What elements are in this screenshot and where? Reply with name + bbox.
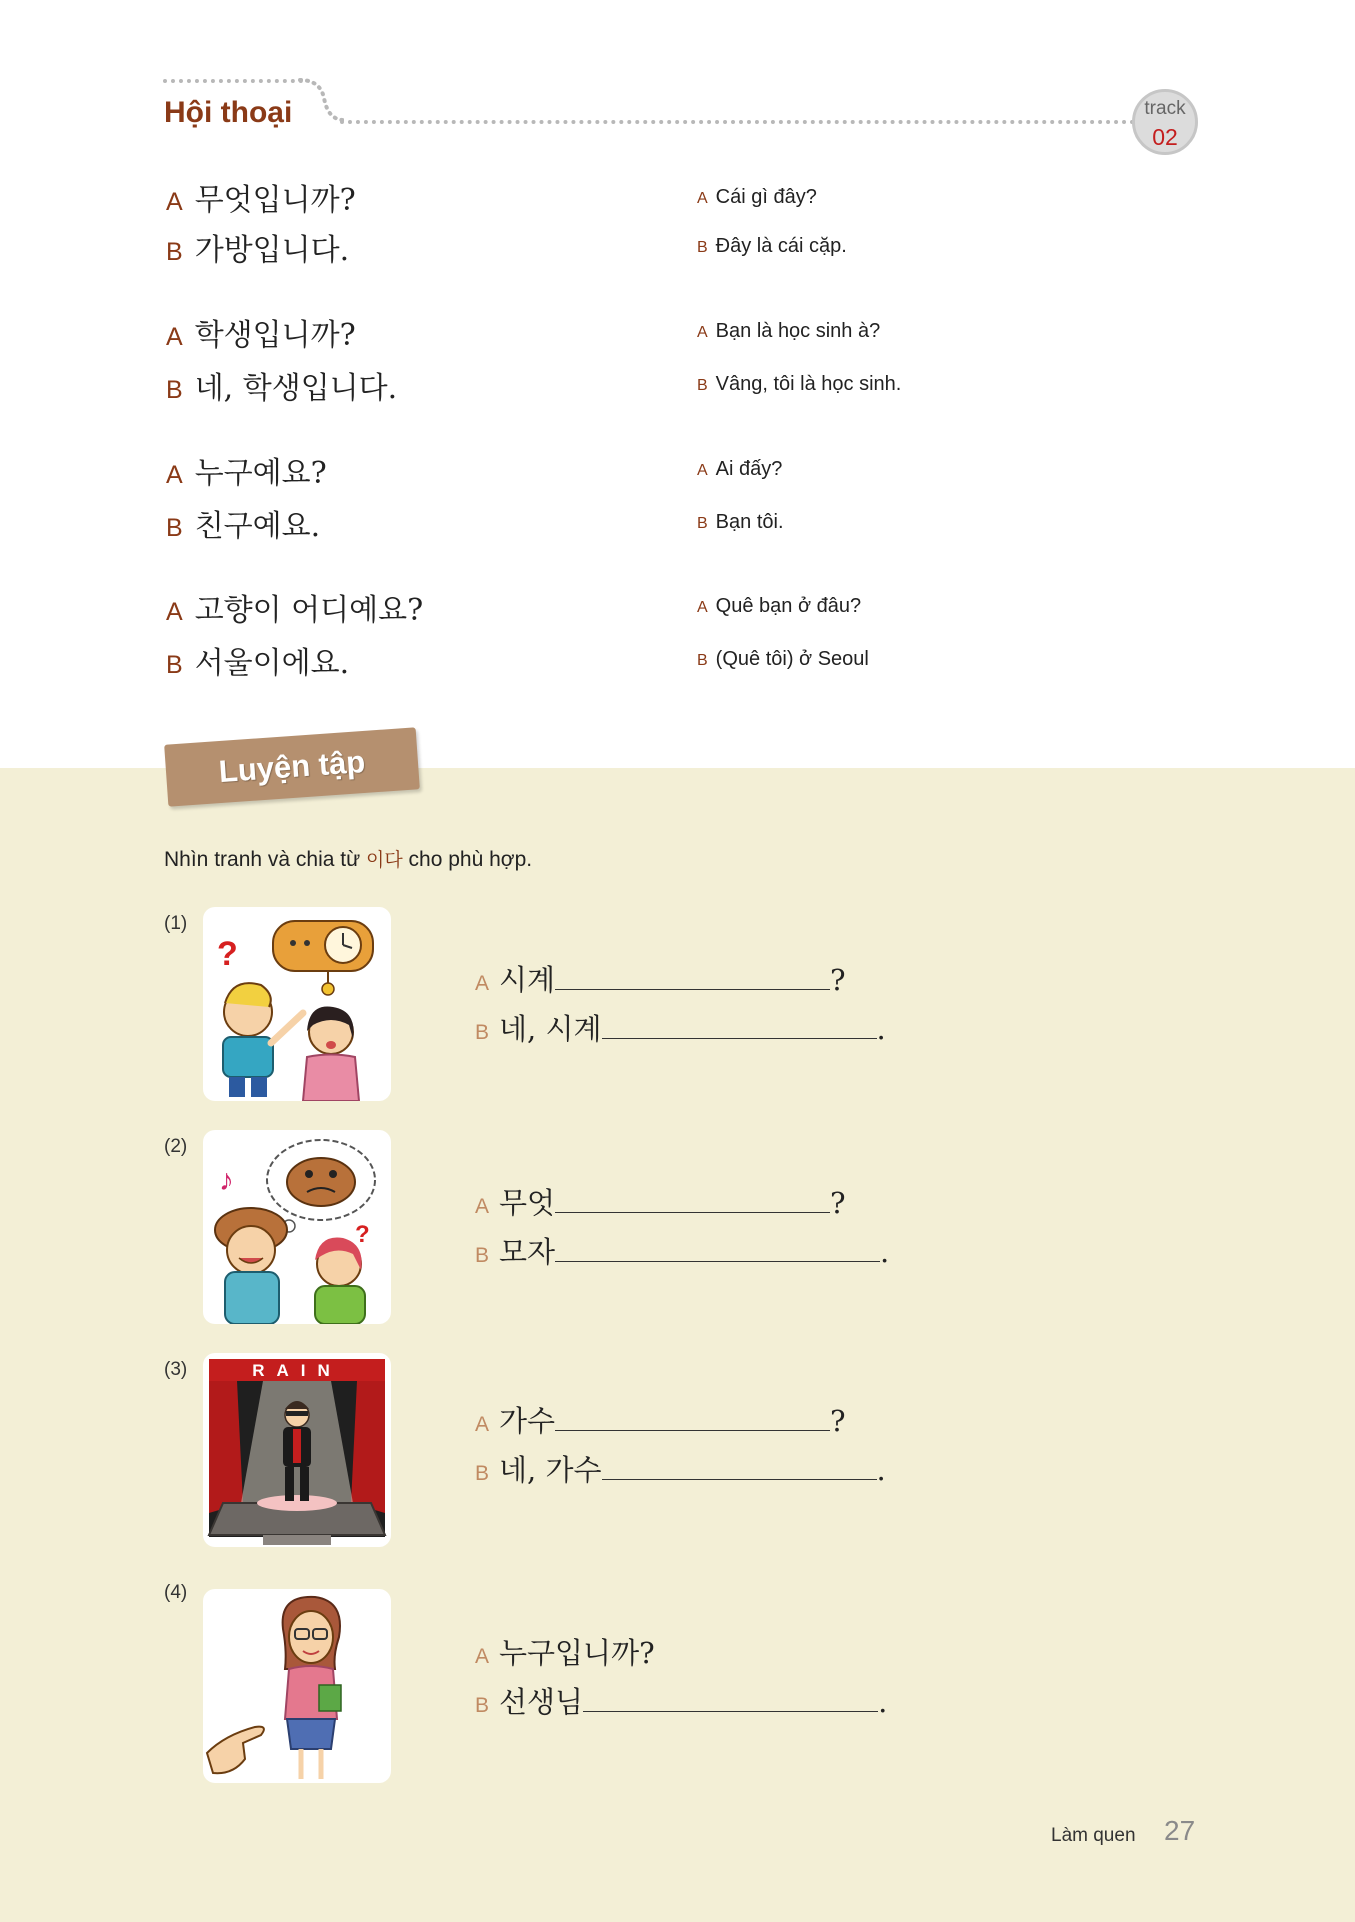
- exercise-question-line: [475, 1181, 846, 1222]
- exercise-text: 누구입니까?: [499, 1636, 655, 1670]
- exercise-ending: .: [876, 1012, 886, 1046]
- korean-text: 친구예요.: [194, 509, 321, 544]
- translation-text: Vâng, tôi là học sinh.: [715, 373, 902, 395]
- dialogue-translation-line: [697, 320, 880, 343]
- speaker-label: B: [166, 514, 183, 542]
- translation-text: Ai đấy?: [715, 458, 783, 480]
- translation-text: Cái gì đây?: [715, 186, 817, 208]
- exercise-text: 선생님: [499, 1685, 584, 1719]
- speaker-label: B: [697, 239, 708, 256]
- speaker-label: B: [697, 377, 708, 394]
- speaker-label: A: [697, 190, 708, 207]
- exercise-ending: ?: [830, 963, 846, 997]
- instruction-keyword: 이다: [366, 849, 403, 871]
- speaker-label: A: [166, 598, 183, 626]
- answer-blank[interactable]: [555, 1407, 830, 1431]
- dialogue-korean-line: [166, 363, 397, 407]
- audio-track-badge[interactable]: [1132, 89, 1198, 155]
- answer-blank[interactable]: [602, 1015, 877, 1039]
- exercise-question-line: [475, 1399, 846, 1440]
- exercise-question-line: [475, 958, 846, 999]
- exercise-question-line: [475, 1631, 655, 1672]
- dialogue-translation-line: [697, 458, 782, 481]
- dialogue-korean-line: [166, 225, 349, 269]
- speaker-label: A: [475, 972, 490, 995]
- speaker-label: A: [697, 462, 708, 479]
- svg-text:?: ?: [217, 935, 238, 973]
- translation-text: Bạn là học sinh à?: [715, 320, 881, 342]
- answer-blank[interactable]: [555, 966, 830, 990]
- exercise-answer-line: [475, 1448, 886, 1489]
- dialogue-korean-line: [166, 448, 327, 492]
- dialogue-korean-line: [166, 501, 320, 545]
- answer-blank[interactable]: [583, 1688, 878, 1712]
- speaker-label: B: [475, 1694, 490, 1717]
- dialogue-translation-line: [697, 235, 847, 258]
- page-number: 27: [1164, 1815, 1196, 1846]
- dialogue-translation-line: [697, 511, 784, 534]
- exercise-text: 네, 가수: [499, 1453, 602, 1487]
- translation-text: Quê bạn ở đâu?: [715, 595, 862, 617]
- instruction-text: Nhìn tranh và chia từ: [164, 848, 366, 871]
- speaker-label: A: [697, 324, 708, 341]
- speaker-label: A: [166, 323, 183, 351]
- korean-text: 무엇입니까?: [194, 183, 356, 218]
- instruction-text: cho phù hợp.: [402, 848, 533, 871]
- exercise-text: 네, 시계: [499, 1012, 602, 1046]
- exercise-number: (3): [164, 1359, 188, 1380]
- exercise-number: (4): [164, 1582, 188, 1603]
- exercise-ending: .: [876, 1453, 886, 1487]
- exercise-answer-line: [475, 1680, 887, 1721]
- speaker-label: B: [475, 1462, 490, 1485]
- speaker-label: B: [697, 652, 708, 669]
- dotted-rule-main: [340, 120, 1135, 124]
- track-label: track: [1144, 98, 1186, 119]
- footer-section-label: Làm quen: [1051, 1825, 1136, 1846]
- speaker-label: B: [166, 376, 183, 404]
- speaker-label: B: [166, 238, 183, 266]
- practice-instruction: [164, 845, 532, 872]
- exercise-ending: ?: [830, 1404, 846, 1438]
- speaker-label: B: [166, 651, 183, 679]
- svg-text:?: ?: [355, 1221, 370, 1248]
- section-title: Hội thoại: [164, 96, 293, 129]
- korean-text: 학생입니까?: [194, 318, 356, 353]
- answer-blank[interactable]: [602, 1456, 877, 1480]
- exercise-text: 모자: [499, 1235, 556, 1269]
- speaker-label: B: [475, 1021, 490, 1044]
- korean-text: 누구예요?: [194, 456, 327, 491]
- dialogue-translation-line: [697, 373, 901, 396]
- dialogue-korean-line: [166, 310, 356, 354]
- practice-label-text: Luyện tập: [217, 743, 367, 790]
- dialogue-korean-line: [166, 585, 423, 629]
- exercise-text: 가수: [499, 1404, 556, 1438]
- dotted-rule-curve: [298, 78, 344, 122]
- exercise-text: 무엇: [499, 1186, 556, 1220]
- exercise-ending: .: [880, 1235, 890, 1269]
- translation-text: (Quê tôi) ở Seoul: [715, 648, 869, 670]
- dialogue-korean-line: [166, 638, 349, 682]
- answer-blank[interactable]: [555, 1189, 830, 1213]
- speaker-label: A: [475, 1645, 490, 1668]
- exercise-answer-line: [475, 1230, 889, 1271]
- exercise-text: 시계: [499, 963, 556, 997]
- speaker-label: A: [166, 461, 183, 489]
- speaker-label: B: [475, 1244, 490, 1267]
- rain-singer-stage-picture: [203, 1353, 391, 1547]
- korean-text: 가방입니다.: [194, 233, 350, 268]
- exercise-ending: .: [878, 1685, 888, 1719]
- exercise-answer-line: [475, 1007, 886, 1048]
- svg-text:♪: ♪: [219, 1164, 234, 1197]
- translation-text: Đây là cái cặp.: [715, 235, 847, 257]
- answer-blank[interactable]: [555, 1238, 880, 1262]
- speaker-label: B: [697, 515, 708, 532]
- dialogue-korean-line: [166, 175, 356, 219]
- dialogue-translation-line: [697, 186, 817, 209]
- exercise-ending: ?: [830, 1186, 846, 1220]
- dialogue-translation-line: [697, 595, 861, 618]
- dialogue-translation-line: [697, 648, 869, 671]
- teacher-picture: [203, 1589, 391, 1783]
- korean-text: 네, 학생입니다.: [194, 371, 398, 406]
- speaker-label: A: [475, 1413, 490, 1436]
- cow-clock-kids-picture: [203, 907, 391, 1101]
- dotted-rule-top: [163, 79, 303, 83]
- hat-kids-picture: [203, 1130, 391, 1324]
- exercise-number: (1): [164, 913, 188, 934]
- speaker-label: A: [166, 188, 183, 216]
- exercise-number: (2): [164, 1136, 188, 1157]
- speaker-label: A: [475, 1195, 490, 1218]
- stage-sign-text: RAIN: [252, 1361, 342, 1380]
- track-number: 02: [1152, 124, 1178, 150]
- korean-text: 서울이에요.: [194, 646, 350, 681]
- speaker-label: A: [697, 599, 708, 616]
- translation-text: Bạn tôi.: [715, 511, 784, 533]
- korean-text: 고향이 어디예요?: [194, 593, 424, 628]
